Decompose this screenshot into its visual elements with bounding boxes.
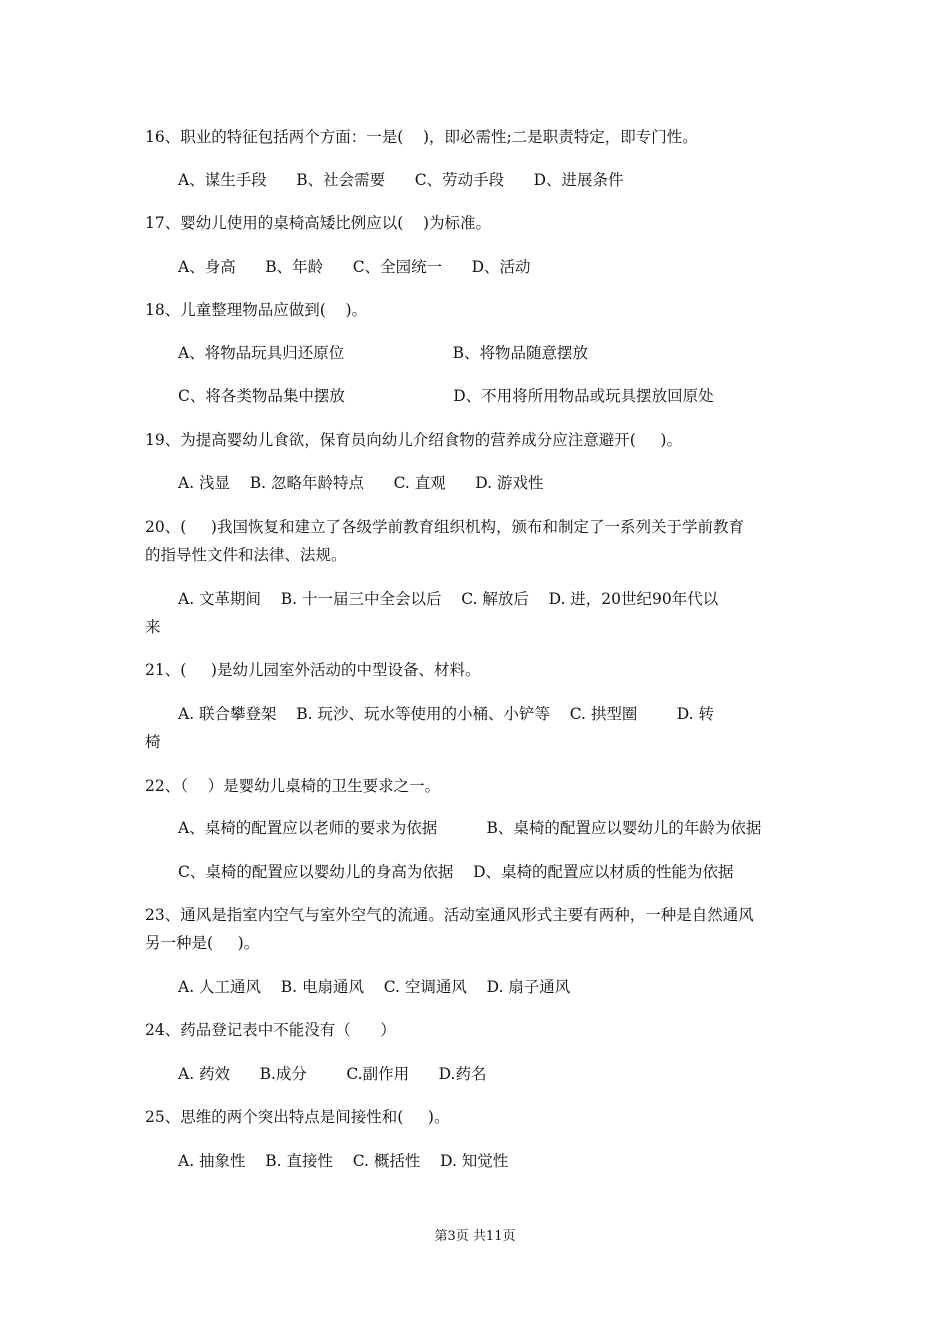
question-25-options: A. 抽象性 B. 直接性 C. 概括性 D. 知觉性 <box>178 1152 509 1170</box>
question-25-stem: 25、思维的两个突出特点是间接性和( )。 <box>145 1108 450 1126</box>
question-20-stem-line1: 20、( )我国恢复和建立了各级学前教育组织机构，颁布和制定了一系列关于学前教育 <box>145 518 744 536</box>
question-18-options-row1: A、将物品玩具归还原位 B、将物品随意摆放 <box>178 344 588 362</box>
question-20-options: A. 文革期间 B. 十一届三中全会以后 C. 解放后 D. 进，20世纪90年代以 <box>178 590 719 608</box>
question-18-options-row2: C、将各类物品集中摆放 D、不用将所用物品或玩具摆放回原处 <box>178 387 714 405</box>
question-22-options-row2: C、桌椅的配置应以婴幼儿的身高为依据 D、桌椅的配置应以材质的性能为依据 <box>178 863 734 881</box>
question-18-stem: 18、儿童整理物品应做到( )。 <box>145 301 368 319</box>
question-23-stem-line2: 另一种是( )。 <box>145 934 260 952</box>
question-20-stem-line2: 的指导性文件和法律、法规。 <box>145 546 347 564</box>
question-19-stem: 19、为提高婴幼儿食欲，保育员向幼儿介绍食物的营养成分应注意避开( )。 <box>145 431 682 449</box>
question-17-stem: 17、婴幼儿使用的桌椅高矮比例应以( )为标准。 <box>145 214 492 232</box>
question-21-options-wrap: 椅 <box>145 733 161 751</box>
question-23-options: A. 人工通风 B. 电扇通风 C. 空调通风 D. 扇子通风 <box>178 978 571 996</box>
page-number-footer: 第3页 共11页 <box>434 1229 516 1244</box>
question-19-options: A. 浅显 B. 忽略年龄特点 C. 直观 D. 游戏性 <box>178 474 544 492</box>
question-20-options-wrap: 来 <box>145 618 161 636</box>
question-23-stem-line1: 23、通风是指室内空气与室外空气的流通。活动室通风形式主要有两种，一种是自然通风 <box>145 906 754 924</box>
question-21-options: A. 联合攀登架 B. 玩沙、玩水等使用的小桶、小铲等 C. 拱型圈 D. 转 <box>178 705 715 723</box>
question-24-stem: 24、药品登记表中不能没有（ ） <box>145 1021 396 1039</box>
question-17-options: A、身高 B、年龄 C、全园统一 D、活动 <box>178 258 531 276</box>
question-24-options: A. 药效 B.成分 C.副作用 D.药名 <box>178 1065 487 1083</box>
question-22-options-row1: A、桌椅的配置应以老师的要求为依据 B、桌椅的配置应以婴幼儿的年龄为依据 <box>178 819 762 837</box>
question-16-stem: 16、职业的特征包括两个方面：一是( )，即必需性;二是职责特定，即专门性。 <box>145 128 698 146</box>
question-21-stem: 21、( )是幼儿园室外活动的中型设备、材料。 <box>145 661 481 679</box>
question-16-options: A、谋生手段 B、社会需要 C、劳动手段 D、进展条件 <box>178 171 624 189</box>
question-22-stem: 22、（ ）是婴幼儿桌椅的卫生要求之一。 <box>145 777 441 795</box>
